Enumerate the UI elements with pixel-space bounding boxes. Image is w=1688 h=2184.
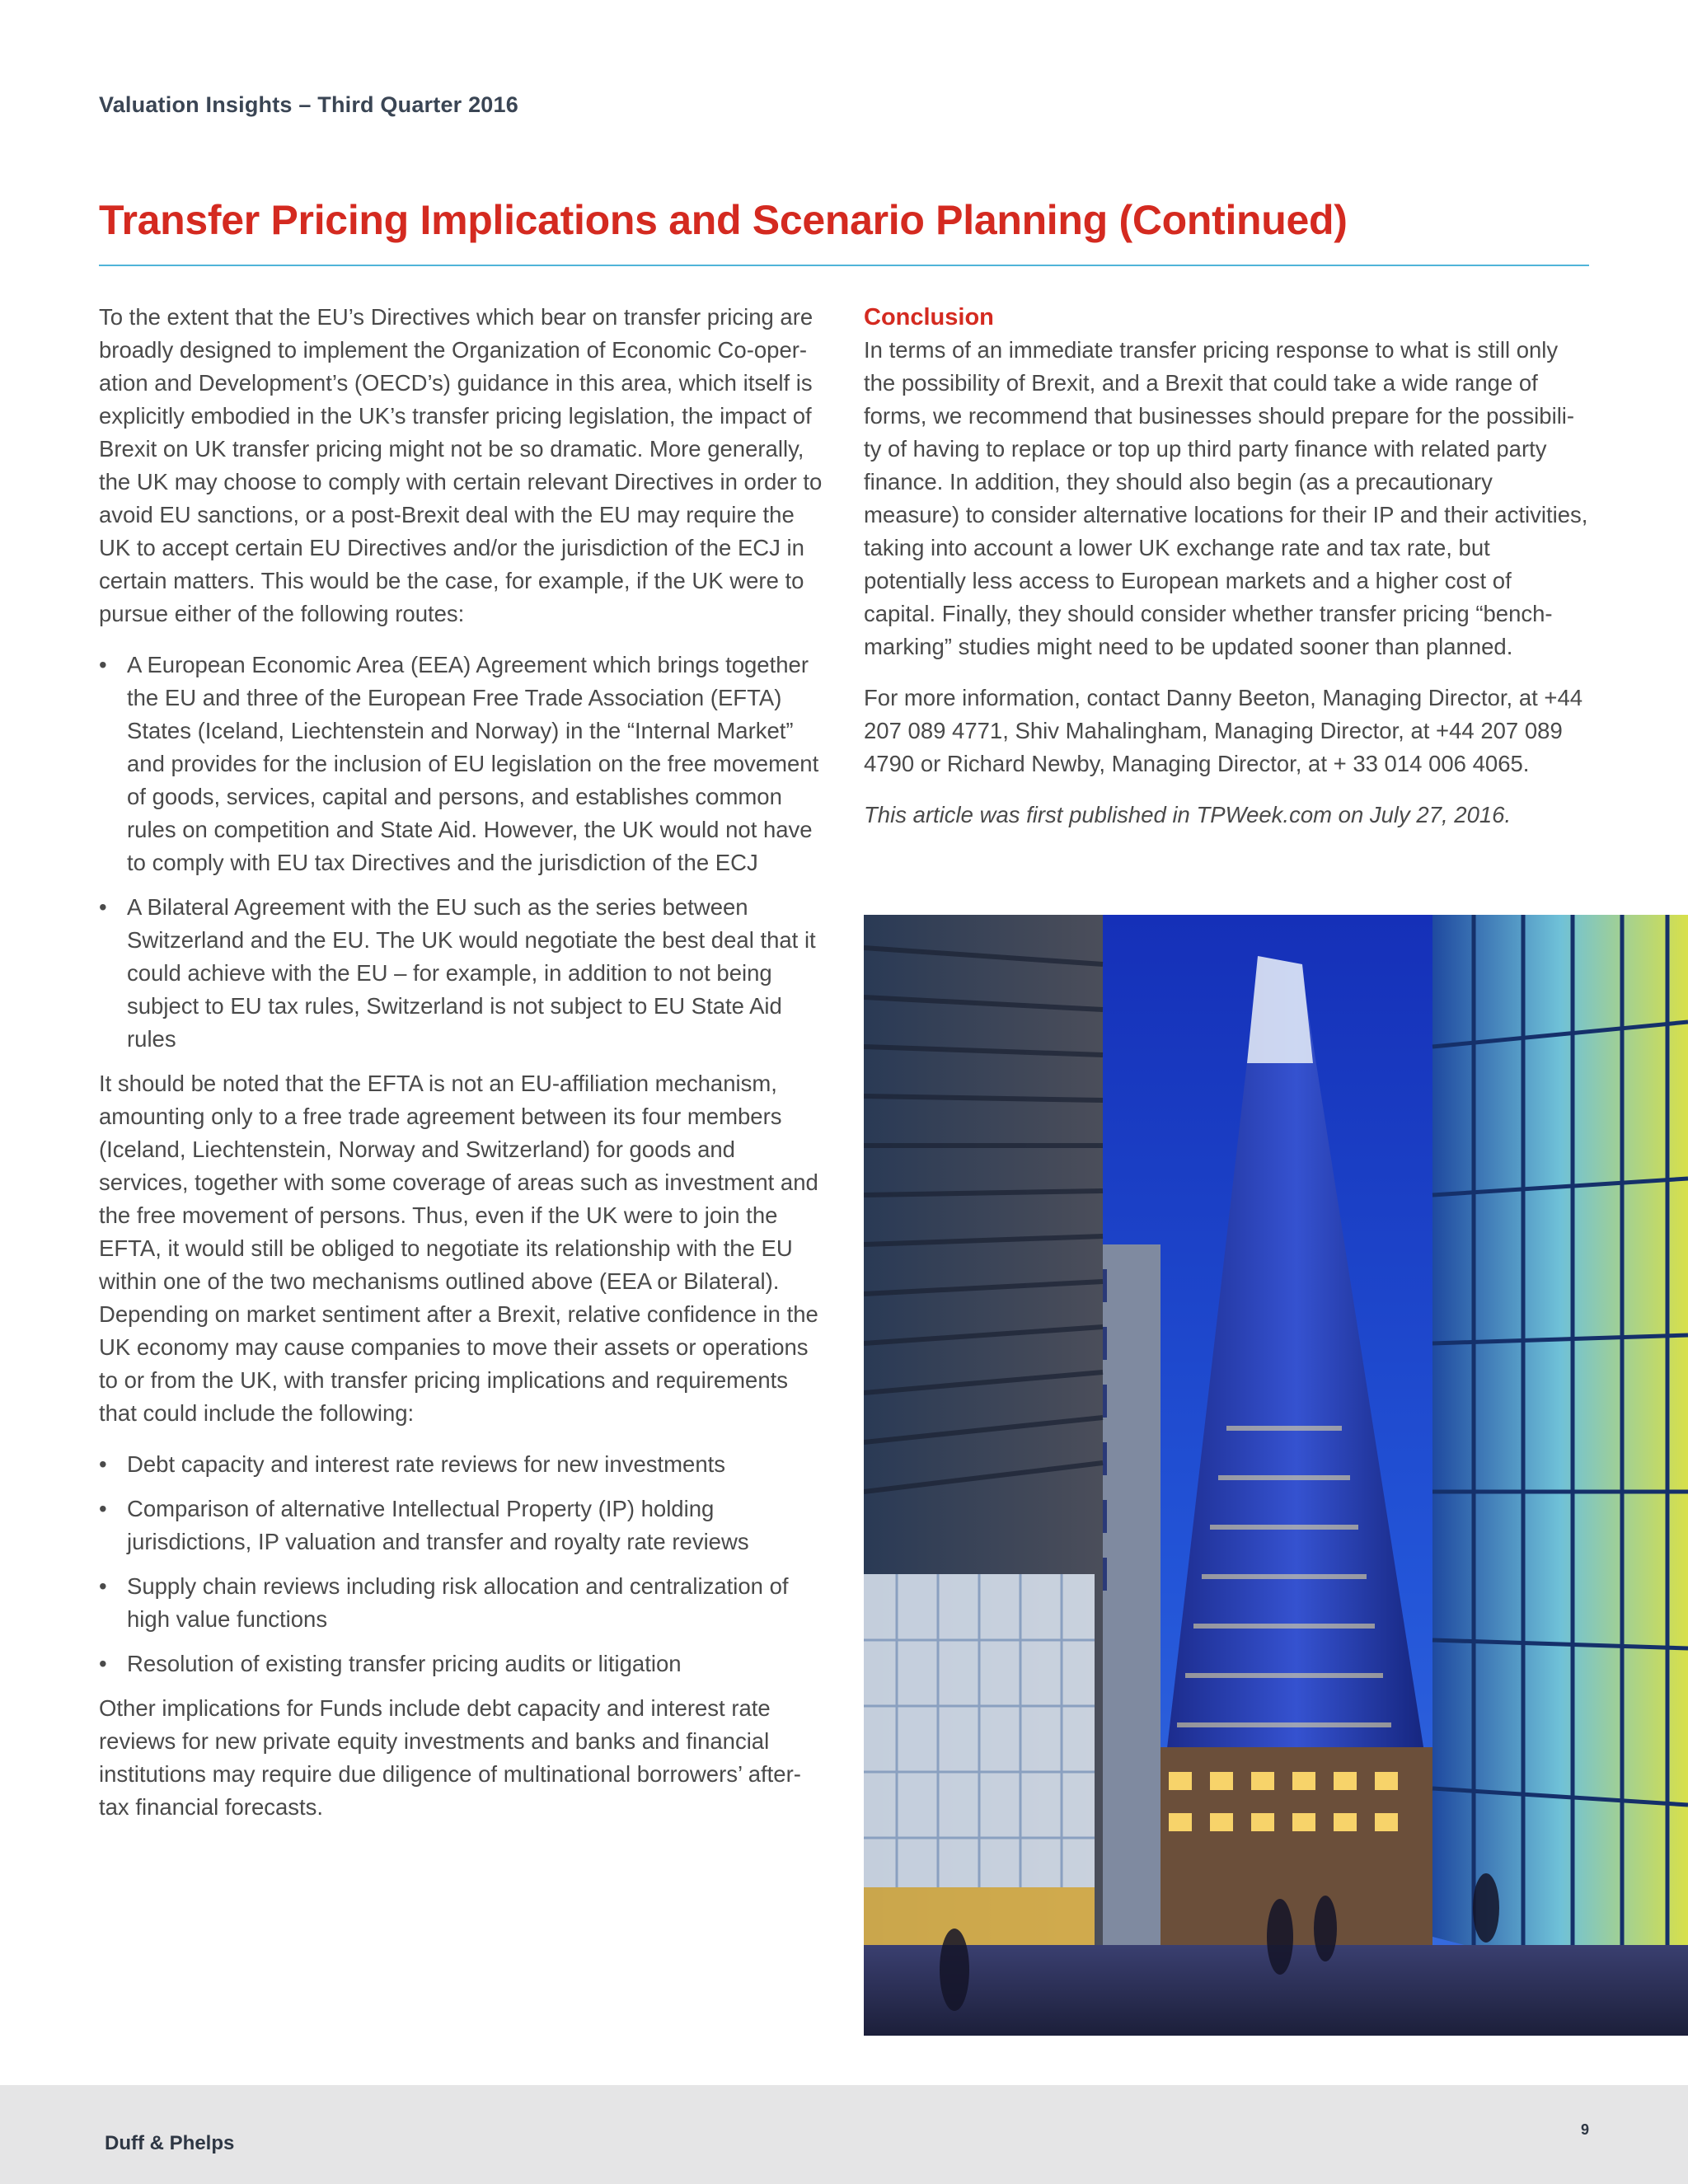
list-item-text: A Bilateral Agreement with the EU such as the series between Switzerland and the EU. The UK would negotiate the best deal that it could achieve with the EU – for example, in addition to not being subject to EU tax rules, Switzerland is not subject to EU State Aid rules xyxy=(127,894,816,1052)
list-item xyxy=(99,1570,826,1636)
page-title: Transfer Pricing Implications and Scenario Planning (Continued) xyxy=(99,197,1348,243)
conclusion-heading: Conclusion xyxy=(864,304,994,330)
list-item xyxy=(99,1493,826,1558)
list-item-text: A European Economic Area (EEA) Agreement which brings together the EU and three of the European Free Trade Association (EFTA) States (Iceland, Liechtenstein and Norway) in the “Internal Market” and provides for the inclusion of EU legislation on the free movement of goods, services, capital and persons, and establishes common rules on competition and State Aid. However, the UK would not have to comply with EU tax Directives and the jurisdiction of the ECJ xyxy=(127,652,819,875)
conclusion-paragraph: In terms of an immediate transfer pricing response to what is still only the possibility of Brexit, and a Brexit that could take a wide range of forms, we recommend that businesses should prepare for the possibili-ty of having to replace or top up third party finance with related party finance. In addition, they should also begin (as a precautionary measure) to consider alternative locations for their IP and their activities, taking into account a lower UK exchange rate and tax rate, but potentially less access to European markets and a higher cost of capital. Finally, they should consider whether transfer pricing “bench-marking” studies might need to be updated sooner than planned. xyxy=(864,337,1588,659)
list-item xyxy=(99,1448,826,1481)
page-number: 9 xyxy=(1580,2121,1589,2138)
bullet-icon: • xyxy=(99,1651,107,1676)
title-rule xyxy=(99,265,1589,266)
routes-list xyxy=(99,649,826,1056)
left-column xyxy=(99,301,826,1824)
funds-paragraph: Other implications for Funds include debt capacity and interest rate reviews for new private equity investments and banks and financial institutions may require due diligence of multinational borrowers’ after-tax financial forecasts. xyxy=(99,1695,801,1820)
list-item xyxy=(99,891,826,1056)
bullet-icon: • xyxy=(99,894,107,920)
publication-note: This article was first published in TPWeek.com on July 27, 2016. xyxy=(864,802,1512,827)
bullet-icon: • xyxy=(99,1573,107,1599)
list-item xyxy=(99,649,826,879)
bullet-icon: • xyxy=(99,1451,107,1477)
footer-brand: Duff & Phelps xyxy=(105,2132,235,2154)
page-footer xyxy=(0,2085,1688,2184)
list-item-text: Resolution of existing transfer pricing audits or litigation xyxy=(127,1651,682,1676)
bullet-icon: • xyxy=(99,1496,107,1521)
list-item-text: Debt capacity and interest rate reviews for new investments xyxy=(127,1451,726,1477)
bullet-icon: • xyxy=(99,652,107,677)
city-skyline-photo xyxy=(864,915,1688,2036)
list-item-text: Comparison of alternative Intellectual Property (IP) holding jurisdictions, IP valuation and transfer and royalty rate reviews xyxy=(127,1496,749,1554)
intro-paragraph: To the extent that the EU’s Directives which bear on transfer pricing are broadly designed to implement the Organization of Economic Co-oper-ation and Development’s (OECD’s) guidance in this area, which itself is explicitly embodied in the UK’s transfer pricing legislation, the impact of Brexit on UK transfer pricing might not be so dramatic. More generally, the UK may choose to comply with certain relevant Directives in order to avoid EU sanctions, or a post-Brexit deal with the EU may require the UK to accept certain EU Directives and/or the jurisdiction of the ECJ in certain matters. This would be the case, for example, if the UK were to pursue either of the following routes: xyxy=(99,304,823,626)
list-item xyxy=(99,1647,826,1680)
efta-paragraph: It should be noted that the EFTA is not an EU-affiliation mechanism, amounting only to a free trade agreement between its four members (Iceland, Liechtenstein, Norway and Switzerland) for goods and services, together with some coverage of areas such as investment and the free movement of persons. Thus, even if the UK were to join the EFTA, it would still be obliged to negotiate its relationship with the EU within one of the two mechanisms outlined above (EEA or Bilateral). Depending on market sentiment after a Brexit, relative confidence in the UK economy may cause companies to move their assets or operations to or from the UK, with transfer pricing implications and requirements that could include the following: xyxy=(99,1071,818,1426)
implications-list xyxy=(99,1448,826,1680)
running-head: Valuation Insights – Third Quarter 2016 xyxy=(99,92,518,117)
contact-paragraph: For more information, contact Danny Beeton, Managing Director, at +44 207 089 4771, Shiv Mahalingham, Managing Director, at +44 207 089 4790 or Richard Newby, Managing Director, at + 33 014 006 4065. xyxy=(864,685,1583,776)
right-column xyxy=(864,301,1589,832)
list-item-text: Supply chain reviews including risk allocation and centralization of high value functions xyxy=(127,1573,789,1632)
